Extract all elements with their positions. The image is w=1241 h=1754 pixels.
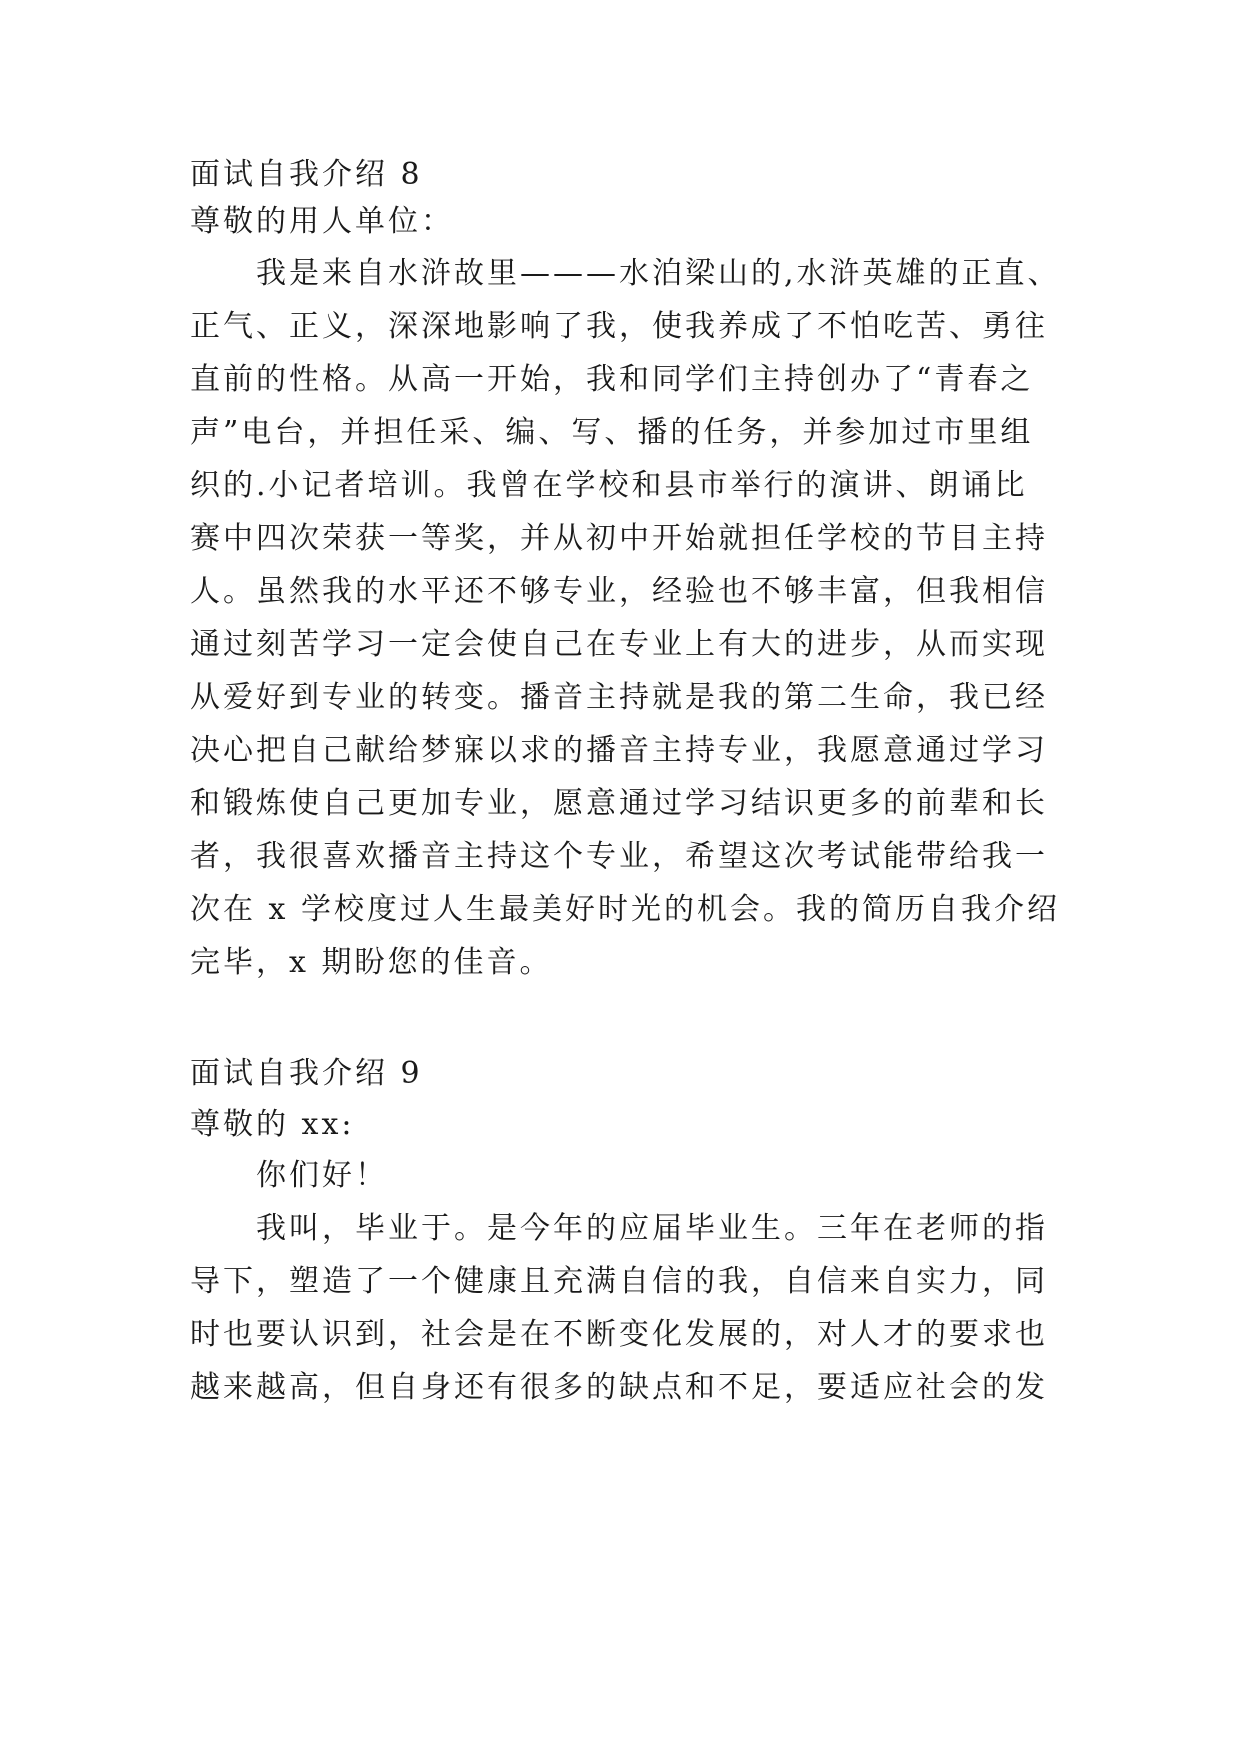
paragraph-line: 完毕，x 期盼您的佳音。 [190, 945, 553, 980]
section-heading: 面试自我介绍 8 [190, 157, 423, 192]
paragraph-line: 我叫，毕业于。是今年的应届毕业生。三年在老师的指 [256, 1211, 1048, 1246]
section-heading: 面试自我介绍 9 [190, 1056, 423, 1091]
paragraph-line: 通过刻苦学习一定会使自己在专业上有大的进步，从而实现 [190, 627, 1048, 662]
paragraph-line: 决心把自己献给梦寐以求的播音主持专业，我愿意通过学习 [190, 733, 1048, 768]
paragraph-line: 越来越高，但自身还有很多的缺点和不足，要适应社会的发 [190, 1370, 1048, 1405]
paragraph-line: 和锻炼使自己更加专业，愿意通过学习结识更多的前辈和长 [190, 786, 1048, 821]
salutation: 尊敬的 xx: [190, 1107, 355, 1142]
paragraph-line: 导下，塑造了一个健康且充满自信的我，自信来自实力，同 [190, 1264, 1048, 1299]
paragraph-line: 者，我很喜欢播音主持这个专业，希望这次考试能带给我一 [190, 839, 1048, 874]
paragraph-line: 我是来自水浒故里———水泊梁山的,水浒英雄的正直、 [256, 256, 1061, 291]
salutation: 尊敬的用人单位： [190, 204, 454, 239]
paragraph-line: 织的.小记者培训。我曾在学校和县市举行的演讲、朗诵比 [190, 468, 1028, 503]
greeting: 你们好！ [256, 1158, 388, 1193]
paragraph-line: 声”电台，并担任采、编、写、播的任务，并参加过市里组 [190, 415, 1034, 450]
paragraph-line: 时也要认识到，社会是在不断变化发展的，对人才的要求也 [190, 1317, 1048, 1352]
paragraph-line: 从爱好到专业的转变。播音主持就是我的第二生命，我已经 [190, 680, 1048, 715]
paragraph-line: 赛中四次荣获一等奖，并从初中开始就担任学校的节目主持 [190, 521, 1048, 556]
paragraph-line: 人。虽然我的水平还不够专业，经验也不够丰富，但我相信 [190, 574, 1048, 609]
paragraph-line: 直前的性格。从高一开始，我和同学们主持创办了“青春之 [190, 362, 1034, 397]
paragraph-line: 次在 x 学校度过人生最美好时光的机会。我的简历自我介绍 [190, 892, 1060, 927]
paragraph-line: 正气、正义，深深地影响了我，使我养成了不怕吃苦、勇往 [190, 309, 1048, 344]
